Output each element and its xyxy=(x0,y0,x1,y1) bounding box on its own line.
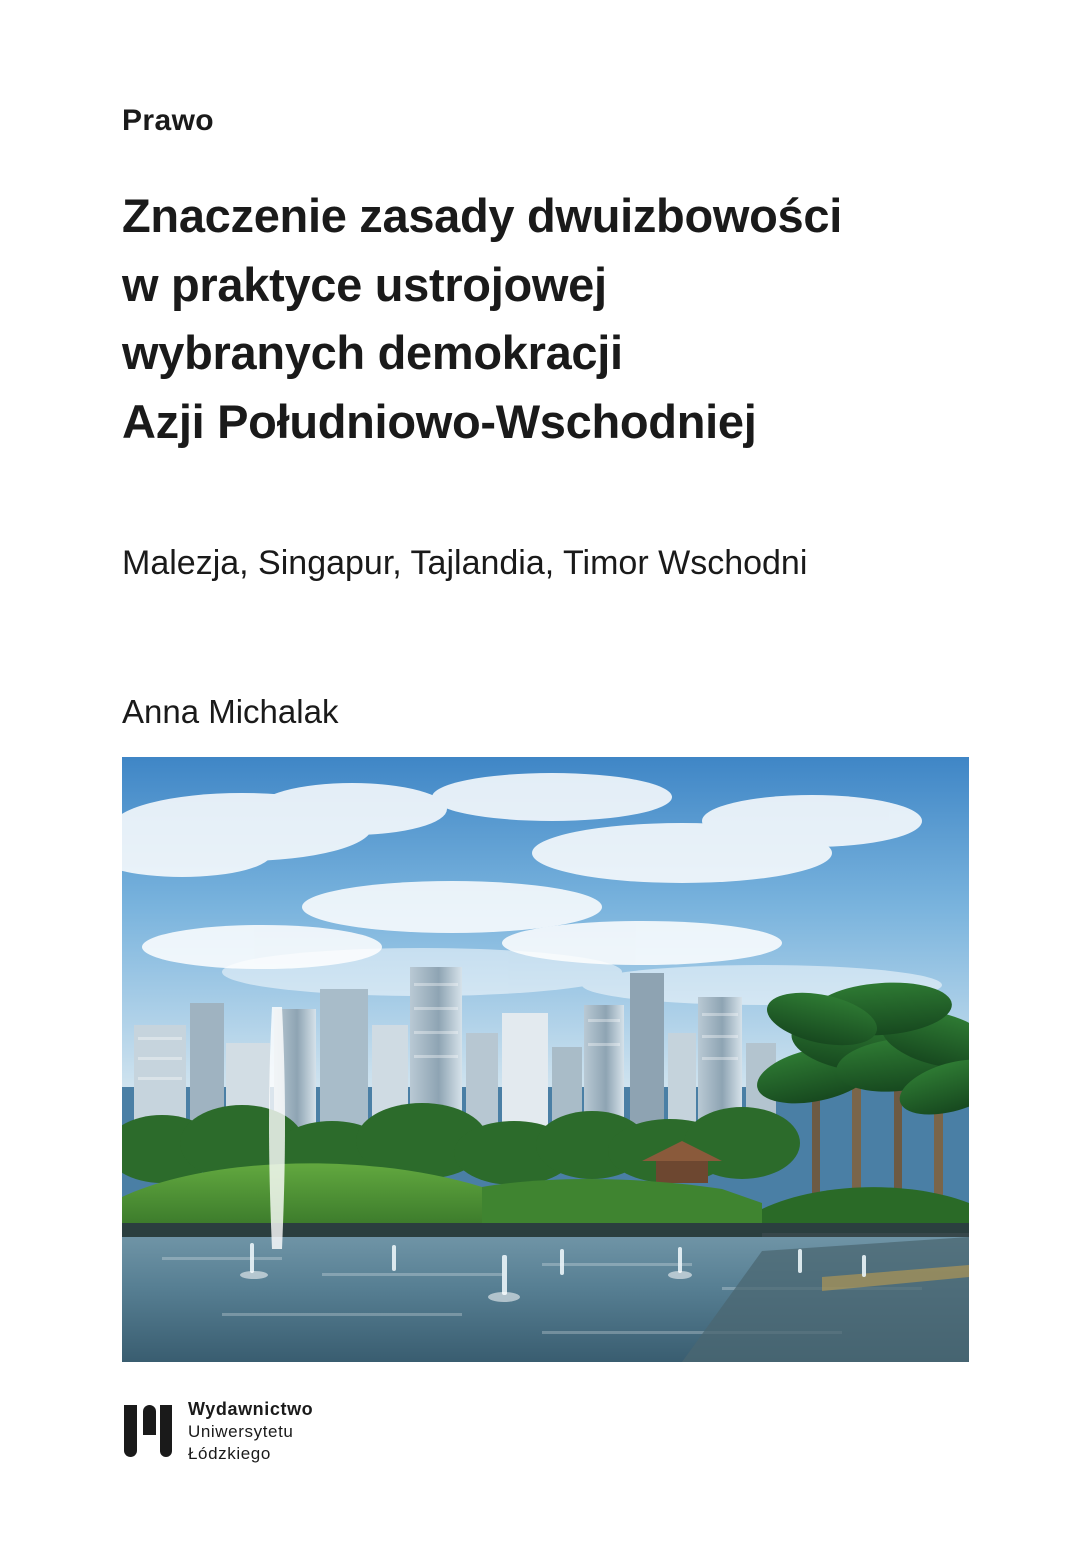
cover-photo xyxy=(122,757,969,1362)
title-line-2: w praktyce ustrojowej xyxy=(122,257,607,311)
publisher-name xyxy=(188,1398,313,1465)
publisher-logo xyxy=(124,1398,313,1465)
series-label: Prawo xyxy=(122,104,215,137)
cover-photo-illustration xyxy=(122,757,969,1362)
publisher-line-1: Wydawnictwo xyxy=(188,1399,314,1419)
publisher-mark-icon xyxy=(124,1405,172,1457)
title-line-1: Znaczenie zasady dwuizbowości xyxy=(122,189,842,242)
publisher-line-2: Uniwersytetu xyxy=(188,1422,294,1442)
page-title xyxy=(122,182,982,456)
subtitle: Malezja, Singapur, Tajlandia, Timor Wschodni xyxy=(122,544,808,582)
title-line-4: Azji Południowo-Wschodniej xyxy=(122,394,757,448)
publisher-line-3: Łódzkiego xyxy=(188,1443,271,1463)
author-name: Anna Michalak xyxy=(122,693,339,730)
title-line-3: wybranych demokracji xyxy=(122,326,623,380)
